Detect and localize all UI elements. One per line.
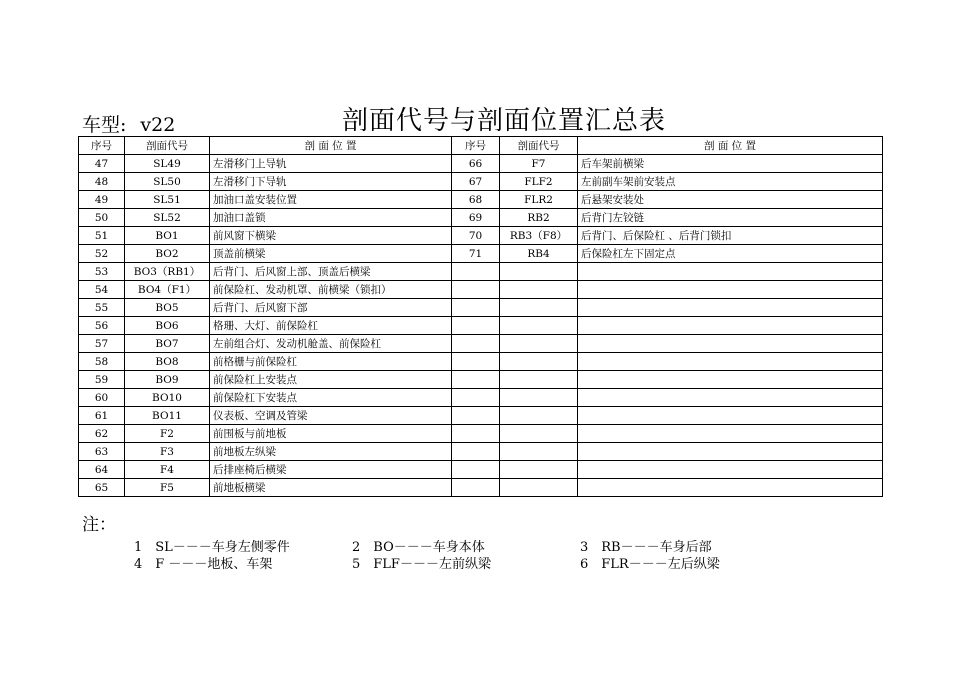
cell-code: BO1	[125, 227, 210, 245]
cell-position: 后背门、后风窗下部	[210, 299, 452, 317]
cell-no	[452, 389, 500, 407]
cell-position: 左滑移门下导轨	[210, 173, 452, 191]
cell-code: F5	[125, 479, 210, 497]
cell-no	[452, 281, 500, 299]
cell-position: 加油口盖安装位置	[210, 191, 452, 209]
cell-code	[500, 281, 578, 299]
cell-no: 54	[79, 281, 125, 299]
note-item: 4 F －－－地板、车架	[134, 557, 273, 572]
table-row	[79, 209, 883, 227]
cell-code	[500, 425, 578, 443]
cell-code: SL49	[125, 155, 210, 173]
cell-code: FLR2	[500, 191, 578, 209]
table-row	[79, 407, 883, 425]
cell-code: SL52	[125, 209, 210, 227]
cell-position	[578, 425, 883, 443]
note-item: 3 RB－－－车身后部	[580, 540, 712, 555]
cell-no: 71	[452, 245, 500, 263]
table-row	[79, 173, 883, 191]
cell-code: SL51	[125, 191, 210, 209]
cell-code	[500, 479, 578, 497]
cell-code	[500, 317, 578, 335]
note-item: 1 SL－－－车身左侧零件	[134, 540, 290, 555]
cell-position: 前地板左纵梁	[210, 443, 452, 461]
cell-no: 62	[79, 425, 125, 443]
cell-code: F4	[125, 461, 210, 479]
note-item: 5 FLF－－－左前纵梁	[352, 557, 491, 572]
cell-position: 后保险杠左下固定点	[578, 245, 883, 263]
cell-no: 58	[79, 353, 125, 371]
cell-no: 48	[79, 173, 125, 191]
table-header-row	[79, 137, 883, 155]
header-no-left: 序号	[79, 137, 125, 155]
table-row	[79, 335, 883, 353]
cell-position: 前格栅与前保险杠	[210, 353, 452, 371]
cell-code: BO7	[125, 335, 210, 353]
cell-code	[500, 371, 578, 389]
cell-no: 61	[79, 407, 125, 425]
table-row	[79, 245, 883, 263]
cell-no: 52	[79, 245, 125, 263]
car-type-value: v22	[140, 114, 176, 136]
cell-no	[452, 317, 500, 335]
cell-position: 前地板横梁	[210, 479, 452, 497]
cell-code: BO10	[125, 389, 210, 407]
table-row	[79, 155, 883, 173]
cell-no	[452, 263, 500, 281]
notes-title: 注：	[82, 515, 116, 535]
cell-no	[452, 407, 500, 425]
note-item: 2 BO－－－车身本体	[352, 540, 485, 555]
cell-code: RB2	[500, 209, 578, 227]
cell-position	[578, 407, 883, 425]
cell-no: 59	[79, 371, 125, 389]
cell-no: 56	[79, 317, 125, 335]
cell-code	[500, 407, 578, 425]
cell-code: BO4（F1）	[125, 281, 210, 299]
cell-code	[500, 461, 578, 479]
cell-code: F7	[500, 155, 578, 173]
header-position-right: 剖 面 位 置	[578, 137, 883, 155]
cell-position: 左前副车架前安装点	[578, 173, 883, 191]
cell-code: BO2	[125, 245, 210, 263]
cell-position: 顶盖前横梁	[210, 245, 452, 263]
cell-position: 后悬架安装处	[578, 191, 883, 209]
cell-code	[500, 335, 578, 353]
cell-position: 加油口盖锁	[210, 209, 452, 227]
cell-position: 前保险杠上安装点	[210, 371, 452, 389]
header-position-left: 剖 面 位 置	[210, 137, 452, 155]
cell-code: BO6	[125, 317, 210, 335]
cell-no: 47	[79, 155, 125, 173]
cell-code: BO9	[125, 371, 210, 389]
cell-no: 63	[79, 443, 125, 461]
page-title: 剖面代号与剖面位置汇总表	[342, 106, 667, 136]
cell-code	[500, 443, 578, 461]
cell-position: 后排座椅后横梁	[210, 461, 452, 479]
car-type-label: 车型:	[82, 114, 127, 136]
cell-position: 后背门、后保险杠 、后背门锁扣	[578, 227, 883, 245]
cell-no	[452, 461, 500, 479]
cell-position: 前围板与前地板	[210, 425, 452, 443]
cell-position: 左前组合灯、发动机舱盖、前保险杠	[210, 335, 452, 353]
cell-position	[578, 299, 883, 317]
cell-position	[578, 335, 883, 353]
note-item: 6 FLR－－－左后纵梁	[580, 557, 720, 572]
table-row	[79, 371, 883, 389]
cell-position	[578, 443, 883, 461]
table-row	[79, 281, 883, 299]
cell-no	[452, 353, 500, 371]
table-row	[79, 461, 883, 479]
cell-position	[578, 461, 883, 479]
cell-no: 70	[452, 227, 500, 245]
cell-no: 69	[452, 209, 500, 227]
cell-position: 前风窗下横梁	[210, 227, 452, 245]
cell-position: 前保险杠、发动机罩、前横梁（锁扣）	[210, 281, 452, 299]
cell-position	[578, 317, 883, 335]
cell-no: 50	[79, 209, 125, 227]
cell-position	[578, 479, 883, 497]
cell-no	[452, 425, 500, 443]
cell-no	[452, 443, 500, 461]
cell-position	[578, 263, 883, 281]
header-no-right: 序号	[452, 137, 500, 155]
cell-no: 67	[452, 173, 500, 191]
cell-code: BO8	[125, 353, 210, 371]
cell-no	[452, 299, 500, 317]
table-row	[79, 191, 883, 209]
cell-no: 55	[79, 299, 125, 317]
cell-no: 65	[79, 479, 125, 497]
cell-code: BO11	[125, 407, 210, 425]
cell-no	[452, 479, 500, 497]
cell-position: 前保险杠下安装点	[210, 389, 452, 407]
cell-code	[500, 353, 578, 371]
cell-no: 68	[452, 191, 500, 209]
cell-position	[578, 371, 883, 389]
cell-position: 仪表板、空调及管梁	[210, 407, 452, 425]
table-row	[79, 317, 883, 335]
cell-code: RB4	[500, 245, 578, 263]
cell-no: 49	[79, 191, 125, 209]
table-row	[79, 353, 883, 371]
cell-no	[452, 335, 500, 353]
table-row	[79, 443, 883, 461]
cell-no: 51	[79, 227, 125, 245]
cell-code: F3	[125, 443, 210, 461]
cell-no: 53	[79, 263, 125, 281]
cell-code: SL50	[125, 173, 210, 191]
cell-position	[578, 281, 883, 299]
header-code-right: 剖面代号	[500, 137, 578, 155]
table-row	[79, 389, 883, 407]
header-code-left: 剖面代号	[125, 137, 210, 155]
cell-code	[500, 389, 578, 407]
cell-code: RB3（F8）	[500, 227, 578, 245]
cell-no: 57	[79, 335, 125, 353]
cell-code: BO3（RB1）	[125, 263, 210, 281]
cell-position	[578, 353, 883, 371]
table-body	[79, 155, 883, 497]
cell-position	[578, 389, 883, 407]
cell-no: 60	[79, 389, 125, 407]
cell-position: 后背门左铰链	[578, 209, 883, 227]
section-summary-table	[78, 136, 883, 497]
cell-position: 后车架前横梁	[578, 155, 883, 173]
cell-position: 格珊、大灯、前保险杠	[210, 317, 452, 335]
table-row	[79, 227, 883, 245]
cell-code	[500, 299, 578, 317]
cell-position: 后背门、后风窗上部、顶盖后横梁	[210, 263, 452, 281]
cell-code: FLF2	[500, 173, 578, 191]
table-row	[79, 425, 883, 443]
table-row	[79, 263, 883, 281]
cell-code: F2	[125, 425, 210, 443]
cell-code: BO5	[125, 299, 210, 317]
cell-code	[500, 263, 578, 281]
cell-no: 64	[79, 461, 125, 479]
car-type	[82, 110, 175, 137]
table-row	[79, 479, 883, 497]
cell-position: 左滑移门上导轨	[210, 155, 452, 173]
cell-no	[452, 371, 500, 389]
cell-no: 66	[452, 155, 500, 173]
table-row	[79, 299, 883, 317]
